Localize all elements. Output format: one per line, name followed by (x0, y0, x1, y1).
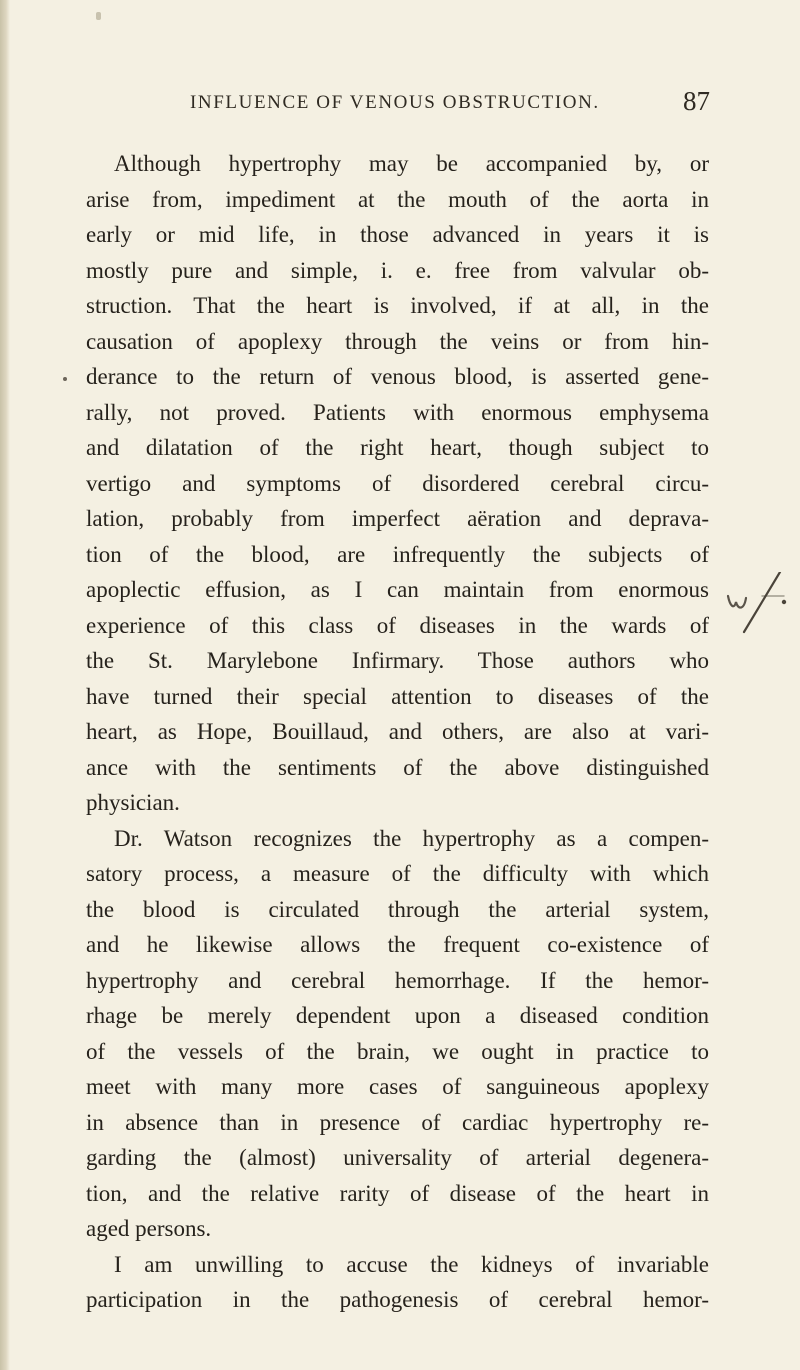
paragraph-2 (86, 821, 709, 1247)
paper-mark (96, 12, 101, 20)
text-line: the blood is circulated through the arterial system, (86, 896, 709, 922)
ink-speck (63, 377, 67, 381)
text-line: of the vessels of the brain, we ought in practice to (86, 1038, 709, 1064)
text-line: rhage be merely dependent upon a diseased condition (86, 1003, 709, 1028)
text-line: struction. That the heart is involved, if at all, in the (86, 293, 709, 318)
text-line: mostly pure and simple, i. e. free from valvular ob- (86, 257, 709, 283)
running-header (190, 88, 710, 118)
text-line: derance to the return of venous blood, is asserted gene- (86, 364, 709, 389)
handwritten-margin-note (722, 572, 792, 634)
text-line: tion of the blood, are infrequently the subjects of (86, 541, 709, 567)
text-line: experience of this class of diseases in the wards of (86, 612, 709, 638)
text-line: meet with many more cases of sanguineous apoplexy (86, 1074, 709, 1099)
text-line: physician. (86, 790, 180, 815)
text-line: apoplectic effusion, as I can maintain from enormous (86, 577, 709, 602)
text-line: Dr. Watson recognizes the hypertrophy as a compen- (114, 825, 709, 851)
running-title: INFLUENCE OF VENOUS OBSTRUCTION. (190, 92, 600, 113)
text-line: aged persons. (86, 1216, 212, 1241)
text-line: early or mid life, in those advanced in years it is (86, 222, 709, 247)
text-line: hypertrophy and cerebral hemorrhage. If the hemor- (86, 967, 709, 993)
page-number: 87 (683, 86, 710, 116)
text-line: I am unwilling to accuse the kidneys of invariable (114, 1251, 709, 1277)
text-line: garding the (almost) universality of arterial degenera- (86, 1145, 709, 1170)
text-line: ance with the sentiments of the above distinguished (86, 754, 709, 780)
text-line: causation of apoplexy through the veins or from hin- (86, 328, 709, 354)
text-line: Although hypertrophy may be accompanied by, or (114, 151, 709, 176)
page-body (86, 146, 709, 1318)
text-line: tion, and the relative rarity of disease of the heart in (86, 1180, 709, 1206)
text-line: the St. Marylebone Infirmary. Those authors who (86, 648, 709, 673)
text-line: and he likewise allows the frequent co-existence of (86, 932, 709, 957)
text-line: arise from, impediment at the mouth of the aorta in (86, 186, 709, 212)
paragraph-1 (86, 146, 709, 821)
handwritten-correction-mark (722, 572, 792, 634)
text-line: rally, not proved. Patients with enormous emphysema (86, 399, 709, 425)
text-line: participation in the pathogenesis of cerebral hemor- (86, 1287, 709, 1312)
text-line: heart, as Hope, Bouillaud, and others, are also at vari- (86, 719, 709, 744)
text-line: in absence than in presence of cardiac hypertrophy re- (86, 1109, 709, 1135)
text-line: and dilatation of the right heart, though subject to (86, 435, 709, 460)
text-line: vertigo and symptoms of disordered cerebral circu- (86, 470, 709, 496)
page-edge-shadow (0, 0, 10, 1370)
paragraph-3 (86, 1247, 709, 1318)
text-line: have turned their special attention to diseases of the (86, 683, 709, 709)
text-line: lation, probably from imperfect aëration and deprava- (86, 506, 709, 531)
text-line: satory process, a measure of the difficulty with which (86, 861, 709, 886)
